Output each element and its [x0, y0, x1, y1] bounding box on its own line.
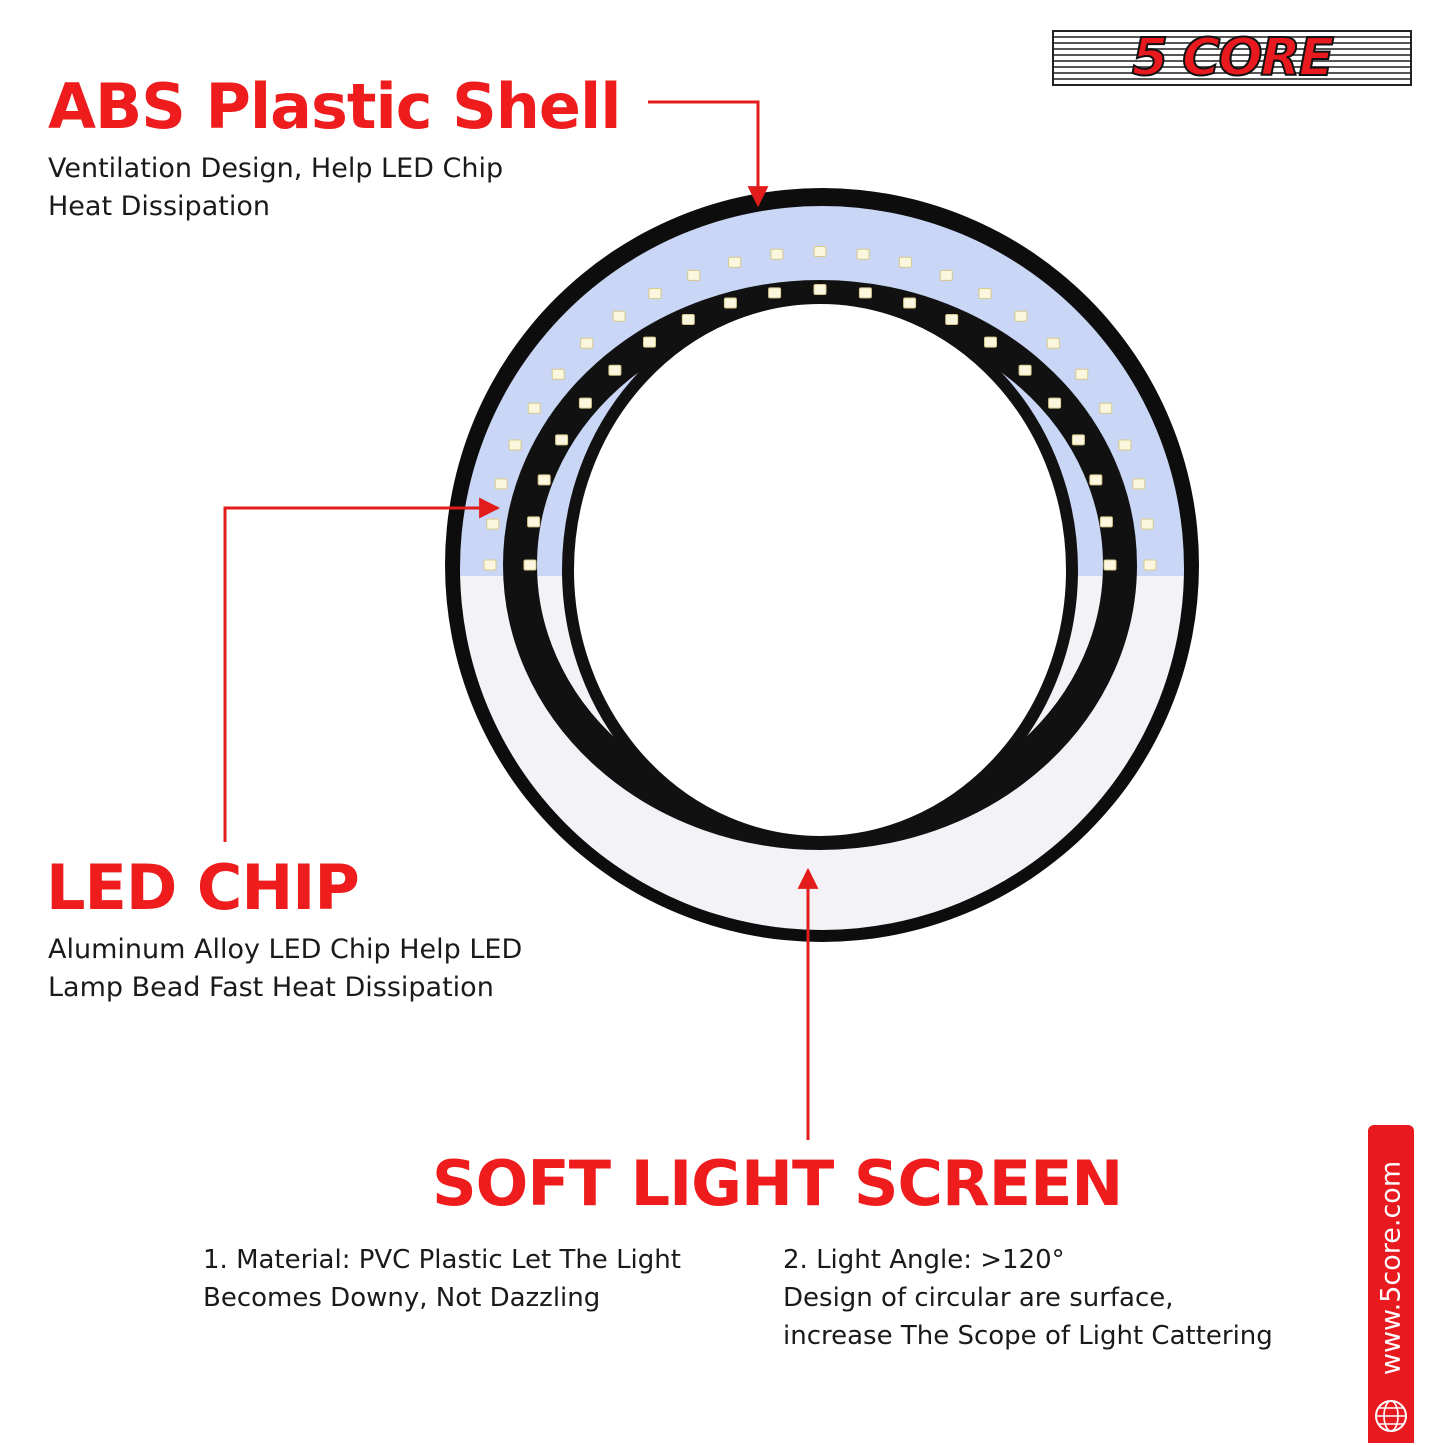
- screen-point-2-line-3: increase The Scope of Light Cattering: [783, 1321, 1273, 1351]
- led-chip: [609, 365, 621, 375]
- chip-line-2: Lamp Bead Fast Heat Dissipation: [48, 972, 494, 1003]
- led-chip: [688, 270, 700, 280]
- led-chip: [979, 289, 991, 299]
- led-chip: [1047, 338, 1059, 348]
- led-chip: [487, 519, 499, 529]
- led-chip: [771, 249, 783, 259]
- led-chip: [1090, 475, 1102, 485]
- chip-title: LED CHIP: [46, 851, 359, 924]
- led-chip: [509, 440, 521, 450]
- ring-light: [445, 188, 1199, 942]
- led-chip: [904, 298, 916, 308]
- screen-point-1-line-2: Becomes Downy, Not Dazzling: [203, 1283, 601, 1313]
- globe-icon: [1373, 1398, 1409, 1434]
- led-chip: [528, 403, 540, 413]
- led-chip: [649, 289, 661, 299]
- led-chip: [814, 285, 826, 295]
- led-chip: [552, 369, 564, 379]
- led-chip: [484, 560, 496, 570]
- screen-point-2-line-1: 2. Light Angle: >120°: [783, 1245, 1065, 1275]
- led-chip: [524, 560, 536, 570]
- led-chip: [724, 298, 736, 308]
- shell-description: [48, 150, 503, 226]
- screen-title: SOFT LIGHT SCREEN: [432, 1147, 1123, 1220]
- screen-point-1-line-1: 1. Material: PVC Plastic Let The Light: [203, 1245, 681, 1275]
- logo-text: 5 CORE: [1131, 28, 1333, 88]
- led-chip: [940, 270, 952, 280]
- led-chip: [1076, 369, 1088, 379]
- screen-point-2-line-2: Design of circular are surface,: [783, 1283, 1174, 1313]
- led-chip: [729, 257, 741, 267]
- led-chip: [1072, 435, 1084, 445]
- screen-point-2: [783, 1241, 1273, 1355]
- led-chip: [985, 337, 997, 347]
- led-chip: [682, 315, 694, 325]
- website-url: www.5core.com: [1375, 1160, 1407, 1376]
- led-chip: [769, 288, 781, 298]
- led-chip: [581, 338, 593, 348]
- led-chip: [946, 315, 958, 325]
- led-chip: [613, 311, 625, 321]
- led-chip: [538, 475, 550, 485]
- chip-description: [48, 931, 522, 1007]
- led-chip: [1104, 560, 1116, 570]
- led-chip: [814, 247, 826, 257]
- led-chip: [495, 479, 507, 489]
- led-chip: [1100, 403, 1112, 413]
- chip-line-1: Aluminum Alloy LED Chip Help LED: [48, 934, 523, 965]
- shell-line-1: Ventilation Design, Help LED Chip: [48, 153, 504, 184]
- led-chip: [1133, 479, 1145, 489]
- led-chip: [1049, 398, 1061, 408]
- shell-line-2: Heat Dissipation: [48, 191, 270, 222]
- shell-title: ABS Plastic Shell: [48, 70, 621, 143]
- led-chip: [528, 517, 540, 527]
- brand-logo: [1052, 30, 1412, 86]
- shell-arrow-icon: [648, 102, 758, 205]
- led-chip: [644, 337, 656, 347]
- led-chip: [1144, 560, 1156, 570]
- led-chip: [857, 249, 869, 259]
- led-chip: [579, 398, 591, 408]
- led-chip: [899, 257, 911, 267]
- led-chip: [1141, 519, 1153, 529]
- led-chip: [556, 435, 568, 445]
- screen-point-1: [203, 1241, 681, 1317]
- led-chip: [1019, 365, 1031, 375]
- led-chip: [1015, 311, 1027, 321]
- led-chip: [1119, 440, 1131, 450]
- led-chip: [1100, 517, 1112, 527]
- led-chip: [859, 288, 871, 298]
